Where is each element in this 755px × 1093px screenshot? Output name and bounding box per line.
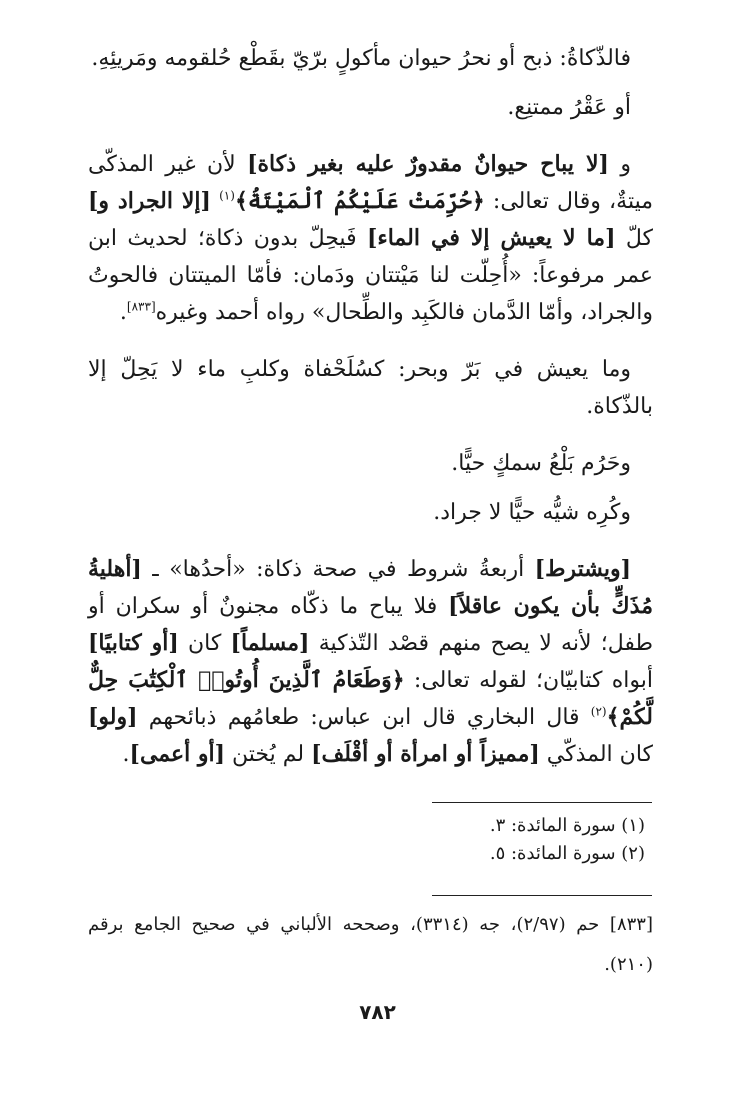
text-segment: وما يعيش في بَرّ وبحر: كسُلَحْفاة وكلبِ ماء لا يَحِلّ إلا بالذّكاة. [88, 357, 653, 419]
matn-text: [لا يباح حيوانٌ مقدورٌ عليه بغير ذكاة] [247, 151, 609, 177]
text-segment: كلّ [615, 226, 653, 251]
matn-text: [أهليةُ مُذَكٍّ بأن يكون عاقلاً] [88, 556, 653, 619]
text-segment: . [122, 742, 130, 767]
page-body [88, 40, 653, 773]
matn-text: [مسلماً] [230, 630, 310, 656]
footnote-1: (١) سورة المائدة: ٣. [489, 815, 645, 836]
text-segment: وحَرُم بَلْعُ سمكٍ حيًّا. [451, 451, 631, 476]
reference-833: [٨٣٣] حم (٢/٩٧)، جه (٣٣١٤)، وصححه الألباني في صحيح الجامع برقم (٢١٠). [88, 914, 653, 975]
text-segment: لم يُختن [225, 742, 312, 767]
footnote-marker: (١) [219, 188, 235, 203]
text-segment: فَيحِلّ بدون ذكاة؛ لحديث ابن عمر مرفوعاً: «أُحِلّت لنا مَيْتتان ودَمان: فأمّا الميتتان فالحوتُ والجراد، وأمّا الدَّمان فالكَبِد والطِّحال» رواه أحمد وغيره [88, 226, 653, 325]
matn-text: [أو أعمى] [129, 741, 226, 767]
quran-quote: ﴿وَطَعَامُ ٱلَّذِينَ أُوتُوا۟ ٱلْكِتَٰبَ حِلٌّ لَّكُمْ﴾ [88, 667, 653, 730]
text-segment: وكُرِه شيُّه حيًّا لا جراد. [433, 500, 631, 525]
paragraph-not-permitted [88, 146, 653, 331]
paragraph-land-sea [88, 351, 653, 425]
paragraph-aqr [88, 89, 653, 126]
text-segment: . [119, 300, 127, 325]
footnotes [88, 812, 653, 868]
reference-marker: [٨٣٣] [126, 299, 156, 314]
footnote-divider [432, 802, 652, 803]
text-segment: أبواه كتابيّان؛ لقوله تعالى: [404, 668, 653, 693]
matn-text: [مميزاً أو امرأة أو أقْلَف] [311, 741, 540, 767]
page-number: ٧٨٢ [359, 1000, 396, 1024]
text-segment: أو عَقْرُ ممتنِع. [507, 95, 631, 120]
text-segment: فلا يباح ما ذكّاه مجنونٌ أو سكران أو طفل؛ لأنه لا يصح منهم قصْد التّذكية [88, 594, 654, 656]
text-segment: أربعةُ شروط في صحة ذكاة: «أحدُها» ـ [141, 557, 535, 582]
reference-section [88, 905, 653, 985]
text-segment: قال البخاري قال ابن عباس: طعامُهم ذبائحهم [137, 705, 591, 730]
text-segment: كان [178, 631, 231, 656]
quran-quote: ﴿حُرِّمَتْ عَلَيْكُمُ ٱلْمَيْتَةُ﴾ [234, 188, 485, 214]
text-segment: فالذّكاةُ: ذبح أو نحرُ حيوان مأكولٍ برّيّ بقَطْع حُلقومه ومَريئِهِ. [91, 46, 631, 71]
paragraph-dhakat-definition [88, 40, 653, 77]
paragraph-conditions [88, 551, 653, 773]
text-segment: و [608, 152, 631, 177]
matn-text: [ويشترط] [534, 556, 631, 582]
matn-text: [ما لا يعيش إلا في الماء] [366, 225, 616, 251]
footnote-2: (٢) سورة المائدة: ٥. [489, 843, 645, 864]
matn-text: [ولو] [88, 704, 138, 730]
matn-text: [أو كتابيًا] [88, 630, 179, 656]
paragraph-swallow-fish [88, 445, 653, 482]
text-segment: لأن غير المذكّى ميتةٌ، وقال تعالى: [88, 152, 654, 214]
matn-text: [إلا الجراد و] [88, 188, 211, 214]
footnote-marker: (٢) [590, 704, 607, 719]
text-segment: كان المذكّي [539, 742, 653, 767]
text-segment [211, 189, 219, 214]
paragraph-grilling [88, 494, 653, 531]
reference-divider [432, 895, 652, 896]
